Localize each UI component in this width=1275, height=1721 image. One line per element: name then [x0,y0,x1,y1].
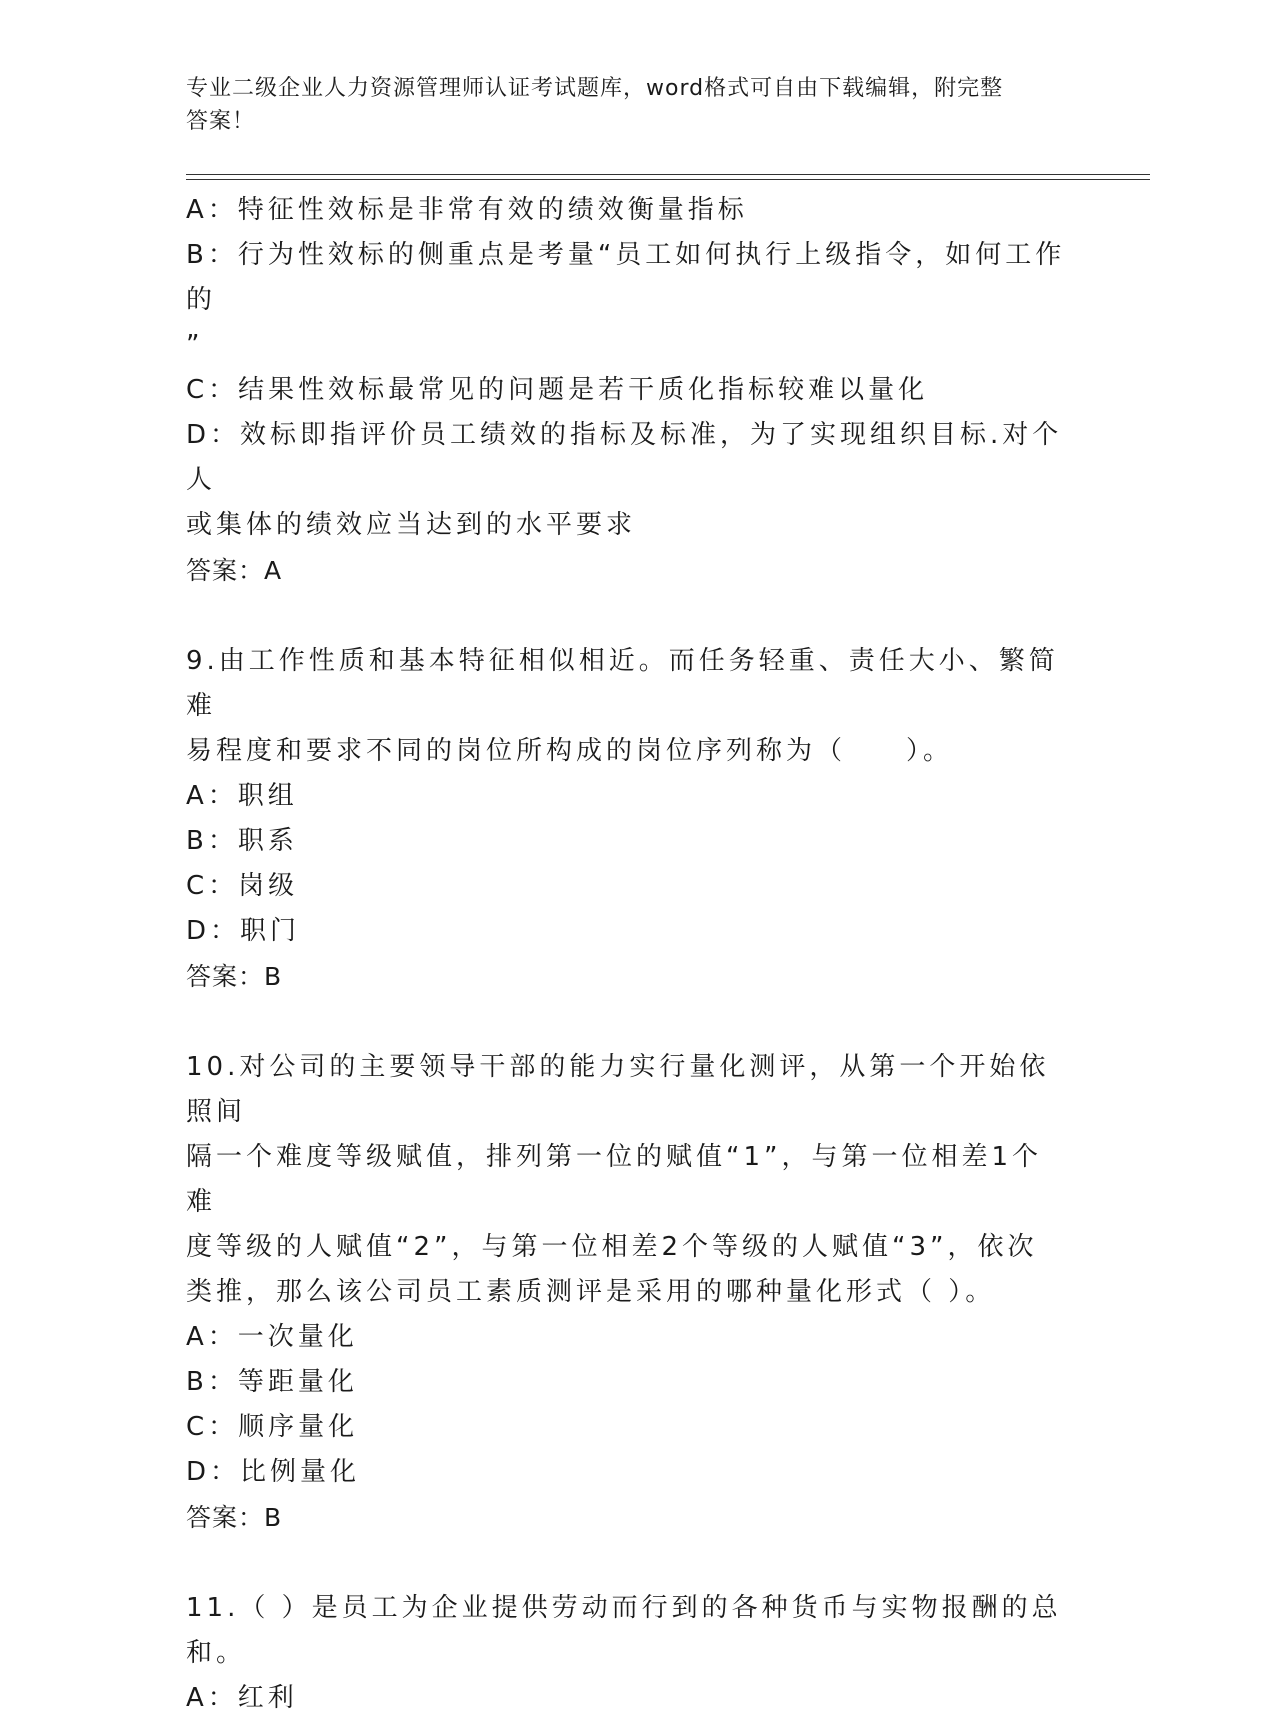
option-b: B：等距量化 [186,1367,358,1397]
question-stem-continued: 易程度和要求不同的岗位所构成的岗位序列称为（ ）。 [186,736,954,766]
header-rule-bottom [186,179,1150,180]
option-a: A：职组 [186,781,298,811]
question-11 [186,1586,1066,1721]
question-list [186,188,1066,1721]
question-10 [186,1045,1066,1540]
answer: 答案：B [186,1503,283,1532]
option-a: A：特征性效标是非常有效的绩效衡量指标 [186,195,748,225]
question-stem: 9.由工作性质和基本特征相似相近。而任务轻重、责任大小、繁简难 [186,646,1059,721]
answer: 答案：A [186,556,283,585]
option-b-continued: ” [186,330,204,360]
option-c: C：顺序量化 [186,1412,359,1442]
option-d: D：职门 [186,916,301,946]
option-a: A：一次量化 [186,1322,358,1352]
question-9 [186,639,1066,999]
option-b: B：职系 [186,826,298,856]
header-line-2: 答案！ [186,109,256,134]
question-stem: 10.对公司的主要领导干部的能力实行量化测评，从第一个开始依照间 [186,1052,1050,1127]
option-c: C：结果性效标最常见的问题是若干质化指标较难以量化 [186,375,929,405]
option-d: D：效标即指评价员工绩效的指标及标准，为了实现组织目标.对个人 [186,420,1063,495]
option-c: C：岗级 [186,871,299,901]
answer: 答案：B [186,962,283,991]
header-line-1: 专业二级企业人力资源管理师认证考试题库，word格式可自由下载编辑，附完整 [186,76,1004,101]
option-b: B：行为性效标的侧重点是考量“员工如何执行上级指令，如何工作的 [186,240,1066,315]
question-stem-continued: 类推，那么该公司员工素质测评是采用的哪种量化形式（ ）。 [186,1277,996,1307]
question-stem-continued: 隔一个难度等级赋值，排列第一位的赋值“1”，与第一位相差1个难 [186,1142,1043,1217]
option-d-continued: 或集体的绩效应当达到的水平要求 [186,510,637,540]
document-header [186,72,1066,138]
option-d: D：比例量化 [186,1457,361,1487]
header-rule-top [186,174,1150,175]
question-8 [186,188,1066,593]
question-stem: 11.（ ）是员工为企业提供劳动而行到的各种货币与实物报酬的总和。 [186,1593,1062,1668]
question-stem-continued: 度等级的人赋值“2”，与第一位相差2个等级的人赋值“3”，依次 [186,1232,1038,1262]
option-a: A：红利 [186,1683,298,1713]
